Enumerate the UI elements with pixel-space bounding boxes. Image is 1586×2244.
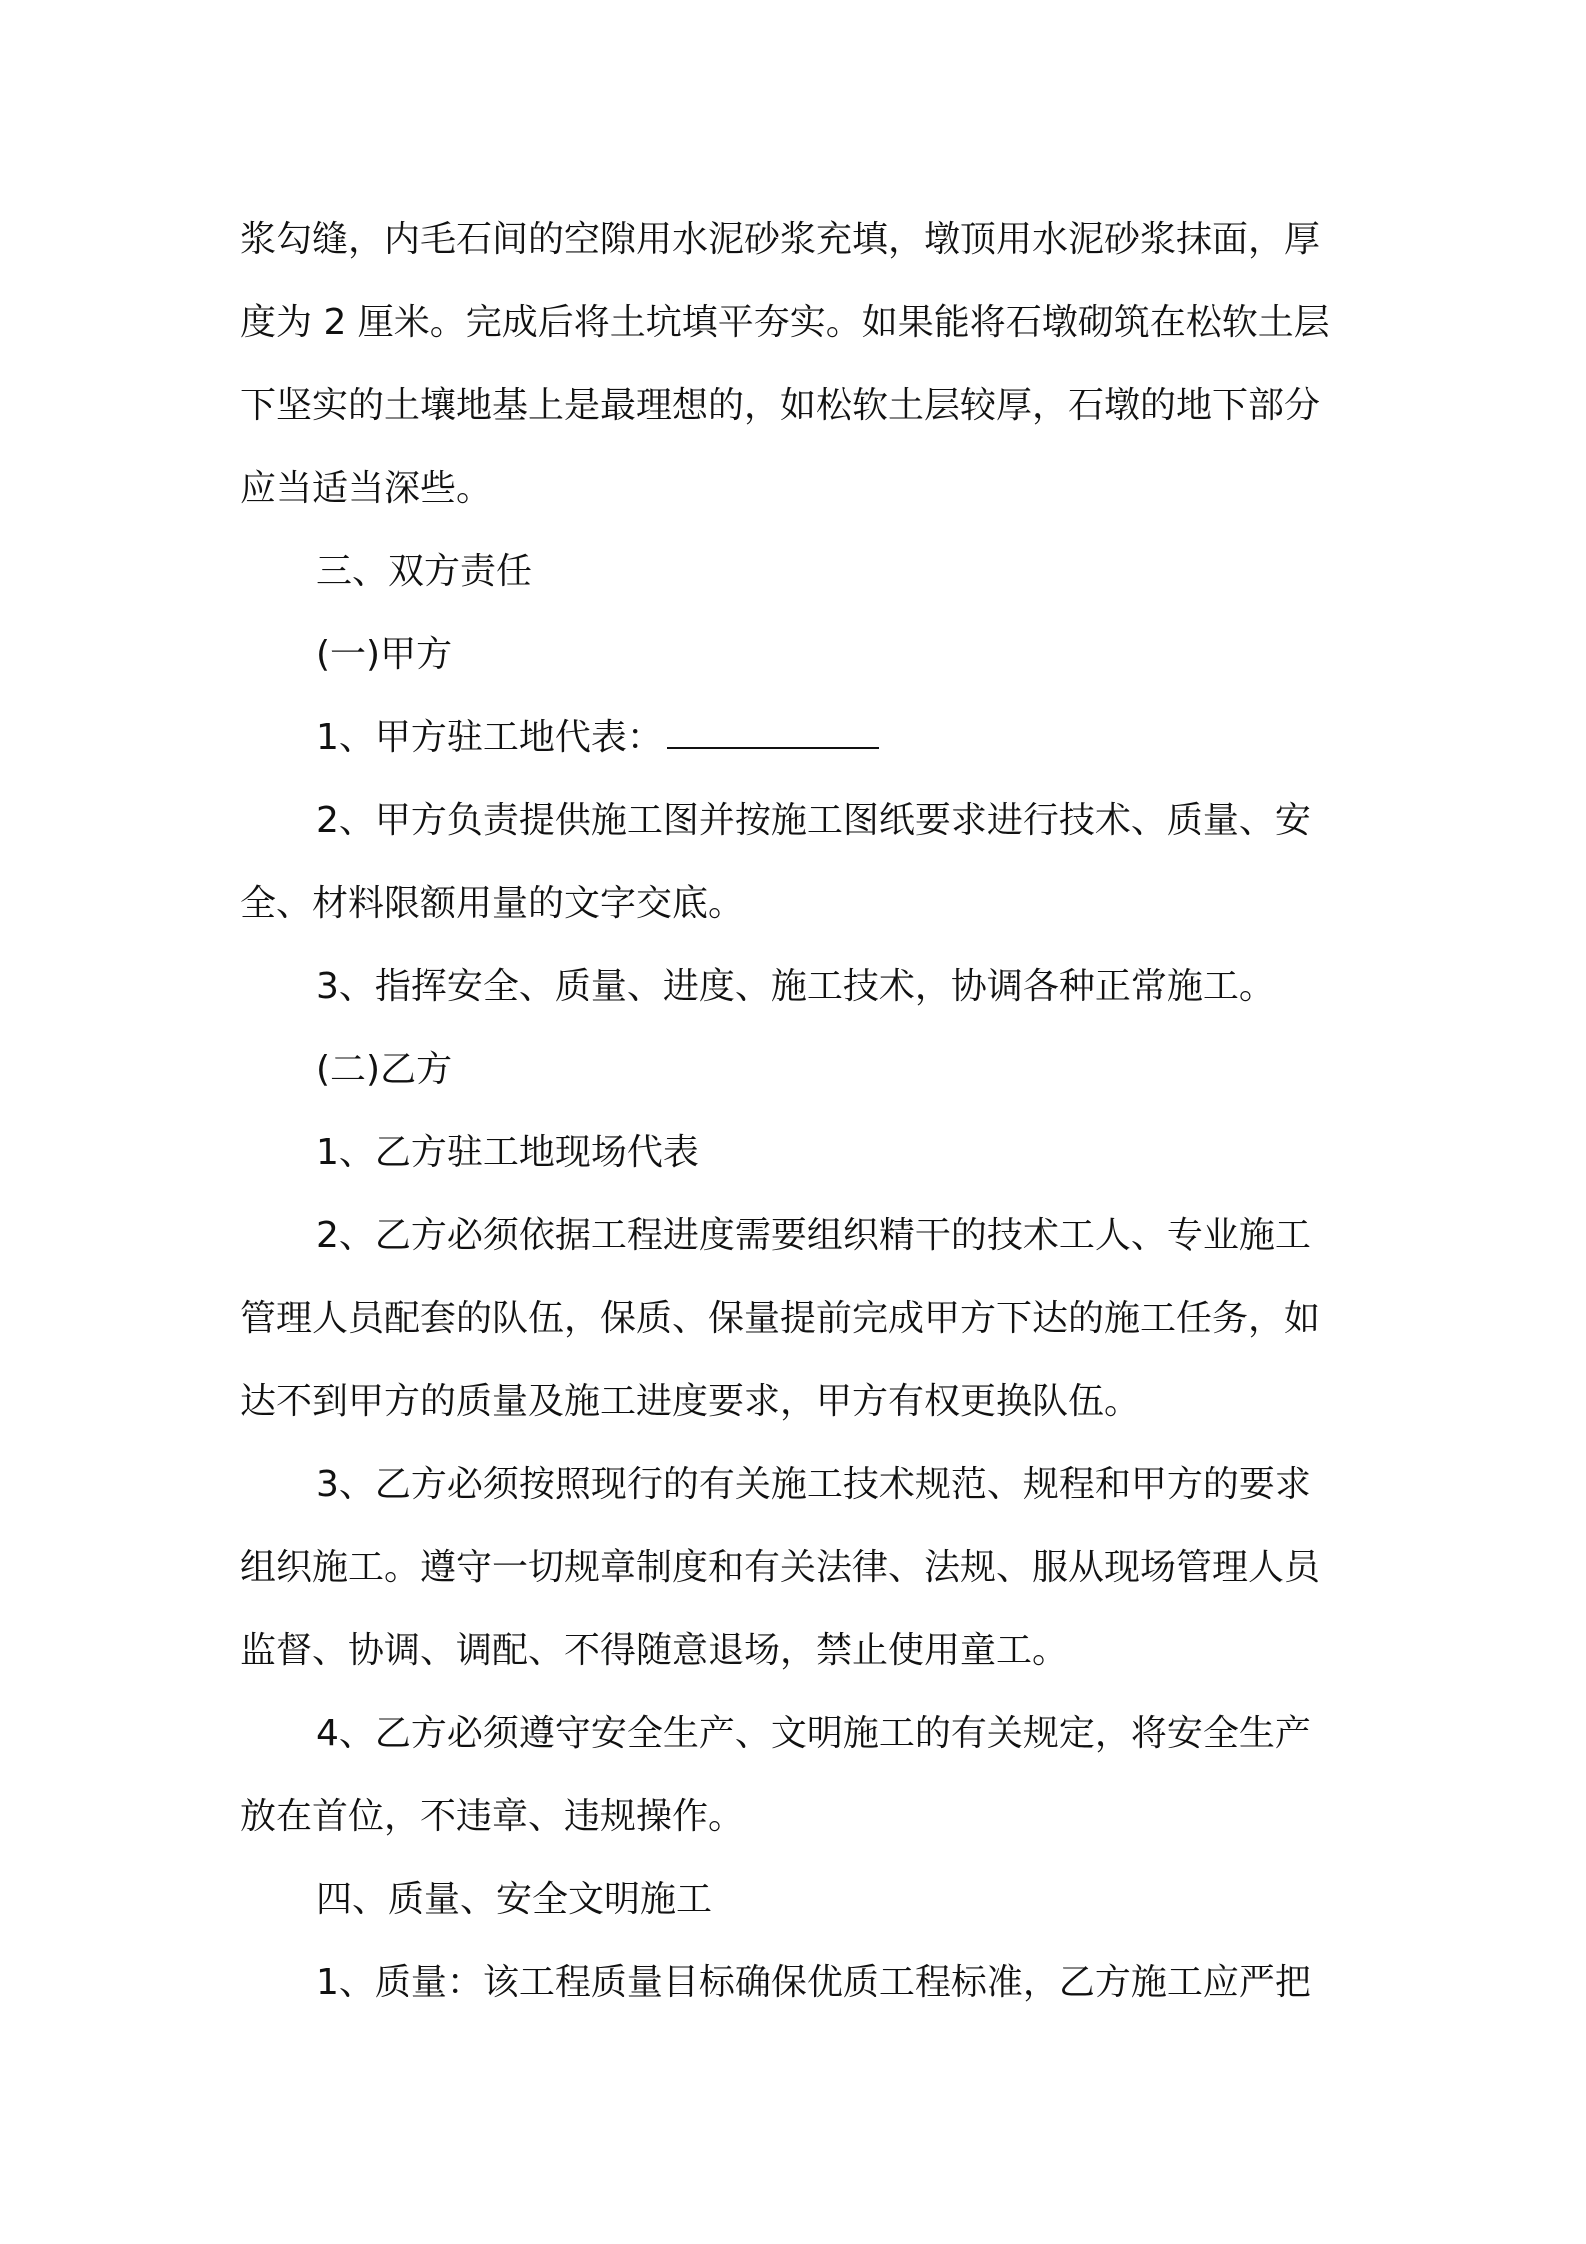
party-a-representative-label: 1、甲方驻工地代表： [316,717,663,758]
paragraph-line: 2、甲方负责提供施工图并按施工图纸要求进行技术、质量、安 [316,800,1311,841]
paragraph-line: 下坚实的土壤地基上是最理想的，如松软土层较厚，石墩的地下部分 [240,385,1321,426]
paragraph-line: 管理人员配套的队伍，保质、保量提前完成甲方下达的施工任务，如 [240,1298,1321,1339]
document-body [240,198,1360,2024]
paragraph-line: 度为 2 厘米。完成后将土坑填平夯实。如果能将石墩砌筑在松软土层 [240,302,1330,343]
subsection-heading-party-a: (一)甲方 [316,634,453,675]
section-heading-quality-safety: 四、质量、安全文明施工 [316,1879,713,1920]
paragraph-line: 浆勾缝，内毛石间的空隙用水泥砂浆充填，墩顶用水泥砂浆抹面，厚 [240,219,1321,260]
subsection-heading-party-b: (二)乙方 [316,1049,453,1090]
party-a-representative-line [240,696,1360,779]
paragraph-line: 放在首位，不违章、违规操作。 [240,1796,745,1837]
paragraph-line: 全、材料限额用量的文字交底。 [240,883,745,924]
paragraph-line: 监督、协调、调配、不得随意退场，禁止使用童工。 [240,1630,1069,1671]
paragraph-line: 3、乙方必须按照现行的有关施工技术规范、规程和甲方的要求 [316,1464,1311,1505]
paragraph-line: 组织施工。遵守一切规章制度和有关法律、法规、服从现场管理人员 [240,1547,1321,1588]
signature-blank [667,703,879,749]
paragraph-line: 达不到甲方的质量及施工进度要求，甲方有权更换队伍。 [240,1381,1141,1422]
paragraph-line: 4、乙方必须遵守安全生产、文明施工的有关规定，将安全生产 [316,1713,1311,1754]
paragraph-line: 2、乙方必须依据工程进度需要组织精干的技术工人、专业施工 [316,1215,1311,1256]
paragraph-line: 1、质量：该工程质量目标确保优质工程标准，乙方施工应严把 [316,1962,1311,2003]
section-heading-responsibilities: 三、双方责任 [316,551,533,592]
paragraph-line: 3、指挥安全、质量、进度、施工技术，协调各种正常施工。 [316,966,1275,1007]
paragraph-line: 应当适当深些。 [240,468,493,509]
paragraph-line: 1、乙方驻工地现场代表 [316,1132,699,1173]
